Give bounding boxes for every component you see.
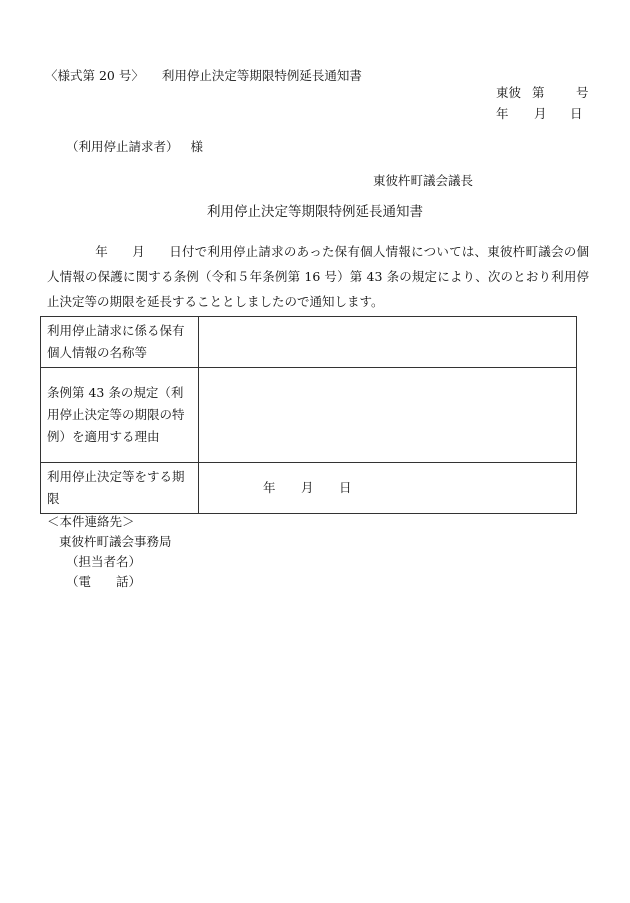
- deadline-month: 月: [301, 480, 314, 495]
- row1-label: 利用停止請求に係る保有個人情報の名称等: [41, 317, 199, 368]
- body-paragraph: [47, 239, 589, 314]
- body-date-month: 月: [131, 244, 145, 259]
- doc-number-dai: 第: [532, 85, 545, 100]
- info-table: [40, 316, 577, 514]
- doc-number-prefix: 東彼: [496, 85, 522, 100]
- contact-person: （担当者名）: [66, 554, 142, 569]
- sender: 東彼杵町議会議長: [373, 173, 474, 188]
- contact-phone: （電 話）: [66, 574, 142, 589]
- row2-label: 条例第 43 条の規定（利用停止決定等の期限の特例）を適用する理由: [41, 368, 199, 463]
- row3-deadline-date: [199, 463, 577, 514]
- deadline-day: 日: [339, 480, 352, 495]
- table-row: [41, 463, 577, 514]
- document-number: [496, 87, 589, 100]
- deadline-year: 年: [263, 480, 276, 495]
- body-date-year: 年: [95, 244, 108, 259]
- issue-date-year: 年: [496, 106, 509, 121]
- row2-value: [199, 368, 577, 463]
- row1-value: [199, 317, 577, 368]
- issue-date: [496, 108, 583, 121]
- body-text: 日付で利用停止請求のあった保有個人情報については、東彼杵町議会の個人情報の保護に関する条例（令和５年条例第 16 号）第 43 条の規定により、次のとおり利用停止決定等の期限を延長することとしましたので通知します。: [47, 244, 589, 309]
- addressee-name: （利用停止請求者）: [66, 139, 179, 154]
- form-number: 〈様式第 20 号〉: [45, 68, 144, 83]
- form-title: 利用停止決定等期限特例延長通知書: [161, 68, 362, 83]
- addressee: [66, 141, 203, 154]
- table-row: [41, 368, 577, 463]
- form-number-line: [45, 70, 362, 83]
- contact-heading: ＜本件連絡先＞: [47, 514, 135, 529]
- issue-date-day: 日: [570, 106, 583, 121]
- addressee-honorific: 様: [190, 139, 204, 154]
- issue-date-month: 月: [534, 106, 547, 121]
- document-title: 利用停止決定等期限特例延長通知書: [207, 204, 423, 220]
- row3-label: 利用停止決定等をする期限: [41, 463, 199, 514]
- table-row: [41, 317, 577, 368]
- doc-number-go: 号: [576, 85, 589, 100]
- contact-office: 東彼杵町議会事務局: [59, 534, 172, 549]
